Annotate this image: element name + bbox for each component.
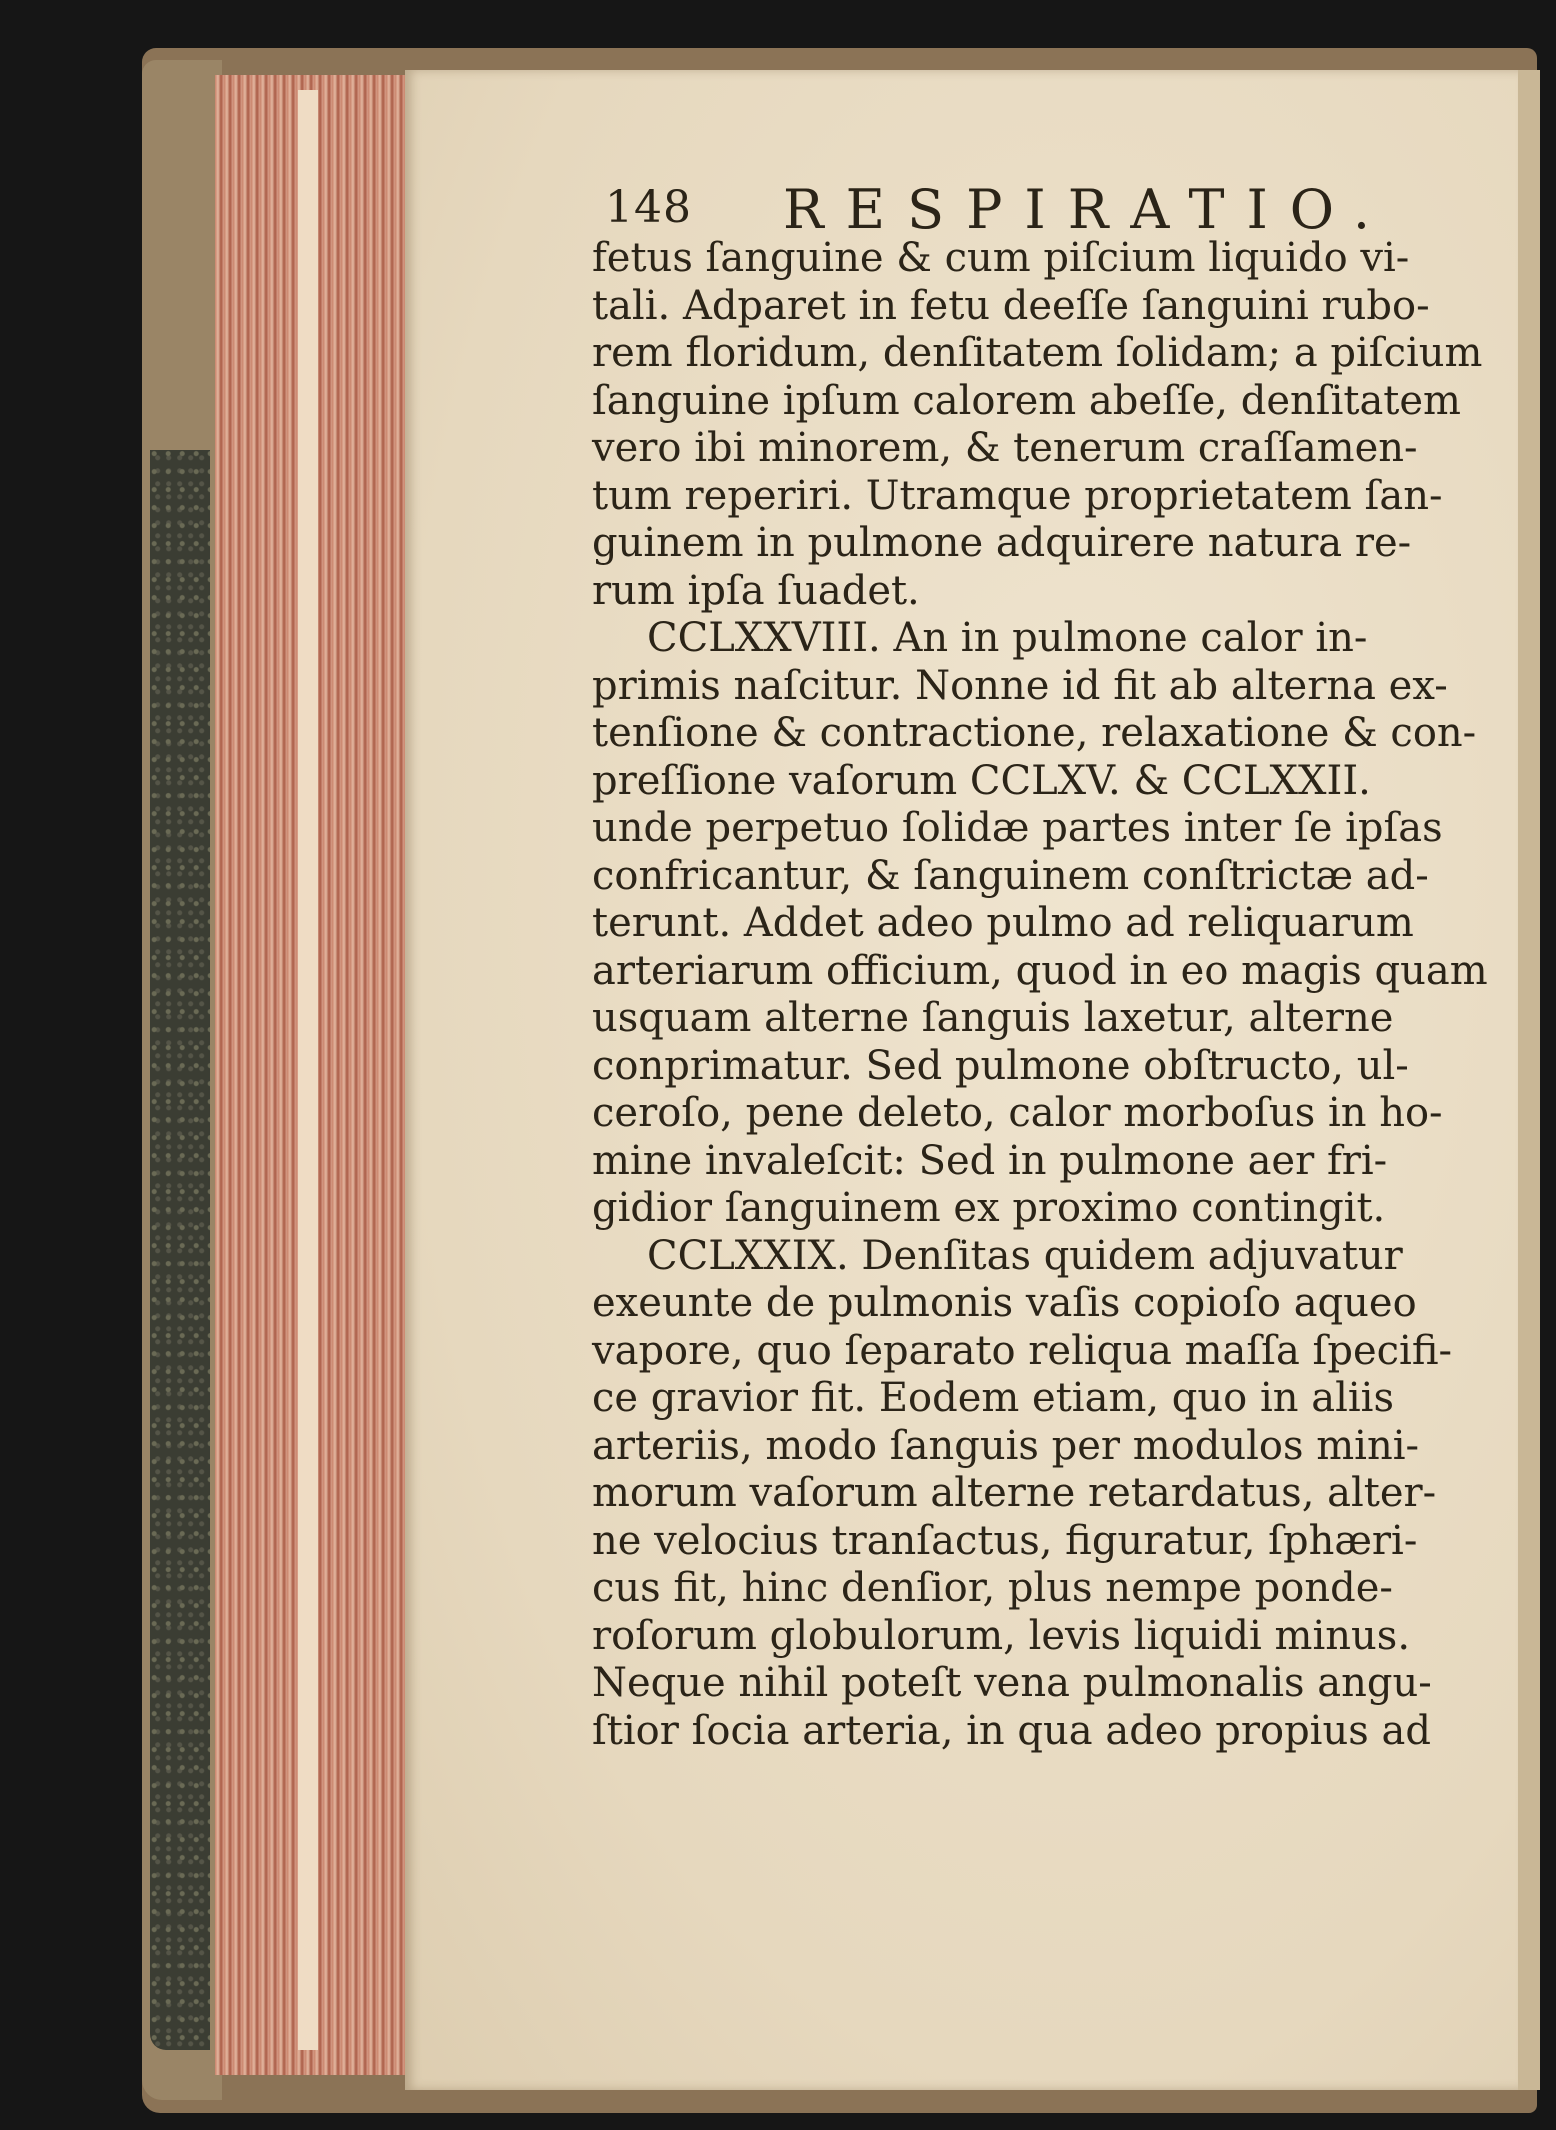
page-number: 148 (605, 182, 692, 233)
text-line: vero ibi minorem, & tenerum craſſamen- (592, 425, 1418, 471)
page-gutter (1518, 70, 1540, 2090)
text-line: rem floridum, denſitatem ſolidam; a piſcium (592, 330, 1483, 376)
text-line: rum ipſa ſuadet. (592, 567, 920, 614)
text-line: tenſione & contractione, relaxatione & con- (592, 710, 1477, 756)
text-line: gidior ſanguinem ex proximo contingit. (592, 1185, 1386, 1231)
text-line: Neque nihil poteſt vena pulmonalis angu- (592, 1660, 1432, 1706)
text-line: ſtior ſocia arteria, in qua adeo propius ad (592, 1707, 1431, 1754)
text-line: mine invaleſcit: Sed in pulmone aer fri- (592, 1137, 1388, 1184)
text-line: cus fit, hinc denſior, plus nempe ponde- (592, 1565, 1393, 1611)
marbled-cover (150, 450, 210, 2050)
text-line: unde perpetuo ſolidæ partes inter ſe ipſas (592, 805, 1443, 851)
text-line: preſſione vaſorum CCLXV. & CCLXXII. (592, 757, 1371, 804)
text-line: vapore, quo ſeparato reliqua maſſa ſpecifi- (592, 1327, 1453, 1374)
page-header (605, 178, 1445, 242)
text-line: guinem in pulmone adquirere natura re- (592, 520, 1412, 566)
text-line: tali. Adparet in fetu deeſſe ſanguini rubo- (592, 282, 1430, 329)
text-line: roſorum globulorum, levis liquidi minus. (592, 1612, 1411, 1659)
text-line: confricantur, & ſanguinem conſtrictæ ad- (592, 852, 1429, 899)
text-line: tum reperiri. Utramque proprietatem ſan- (592, 472, 1443, 519)
text-line: conprimatur. Sed pulmone obſtructo, ul- (592, 1042, 1409, 1089)
text-line: ne velocius tranſactus, figuratur, ſphæri- (592, 1517, 1418, 1564)
text-line: terunt. Addet adeo pulmo ad reliquarum (592, 900, 1414, 946)
text-line: morum vaſorum alterne retardatus, alter- (592, 1470, 1437, 1516)
text-line: usquam alterne ſanguis laxetur, alterne (592, 995, 1394, 1041)
text-line: arteriis, modo ſanguis per modulos mini- (592, 1422, 1420, 1469)
text-line: ceroſo, pene deleto, calor morboſus in ho- (592, 1090, 1443, 1136)
paragraph-start: CCLXXVIII. An in pulmone calor in- (647, 615, 1368, 661)
page-edge-highlight (298, 90, 318, 2050)
text-line: fetus ſanguine & cum piſcium liquido vi- (592, 235, 1410, 281)
text-line: ce gravior fit. Eodem etiam, quo in aliis (592, 1375, 1394, 1421)
text-line: ſanguine ipſum calorem abeſſe, denſitatem (592, 377, 1461, 424)
body-text (592, 235, 1488, 1755)
paragraph-start: CCLXXIX. Denſitas quidem adjuvatur (647, 1232, 1403, 1279)
text-line: exeunte de pulmonis vaſis copioſo aqueo (592, 1280, 1417, 1326)
running-title: RESPIRATIO. (783, 178, 1393, 241)
text-line: arteriarum officium, quod in eo magis quam (592, 947, 1488, 994)
text-line: primis naſcitur. Nonne id fit ab alterna ex- (592, 662, 1448, 709)
